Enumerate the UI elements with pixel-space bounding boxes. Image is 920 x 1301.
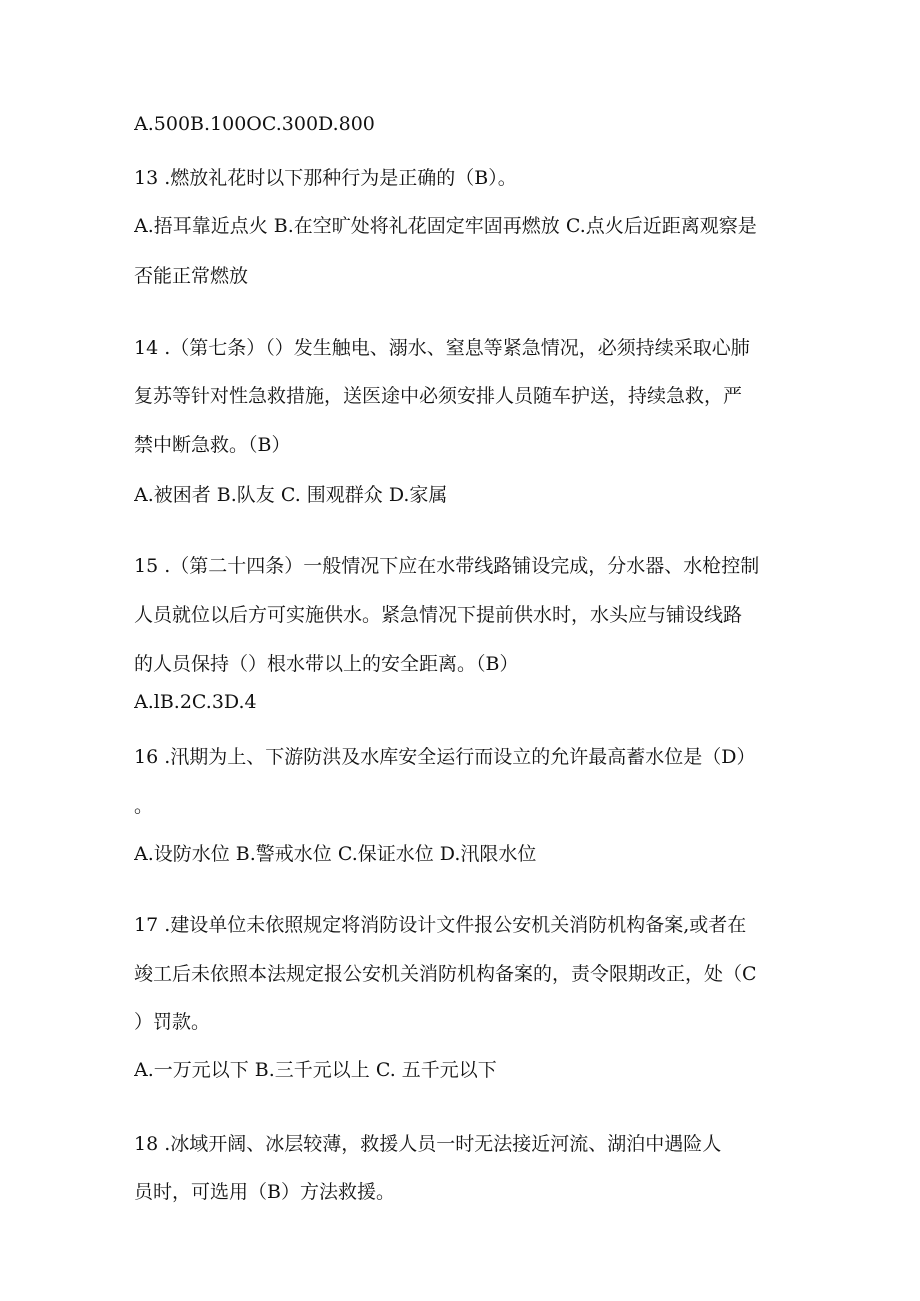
q16-question-line2: 。 (134, 795, 154, 817)
q18-question-line2: 员时，可选用（B）方法救援。 (134, 1181, 395, 1203)
q15-question-line2: 人员就位以后方可实施供水。紧急情况下提前供水时，水头应与铺设线路 (134, 604, 743, 626)
q15-question-line1: 15 .（第二十四条）一般情况下应在水带线路铺设完成，分水器、水枪控制 (134, 555, 760, 577)
q13-question: 13 .燃放礼花时以下那种行为是正确的（B）。 (134, 167, 517, 189)
q15-options: A.lB.2C.3D.4 (134, 691, 257, 713)
q14-question-line1: 14 .（第七条）（）发生触电、溺水、窒息等紧急情况，必须持续采取心肺 (134, 337, 750, 359)
q17-options: A.一万元以下 B.三千元以上 C. 五千元以下 (134, 1059, 497, 1081)
q16-question-line1: 16 .汛期为上、下游防洪及水库安全运行而设立的允许最高蓄水位是（D） (134, 746, 756, 768)
q14-question-line3: 禁中断急救。（B） (134, 434, 291, 456)
q18-question-line1: 18 .冰域开阔、冰层较薄，救援人员一时无法接近河流、湖泊中遇险人 (134, 1133, 722, 1155)
q17-question-line1: 17 .建设单位未依照规定将消防设计文件报公安机关消防机构备案,或者在 (134, 914, 747, 936)
q13-options-line2: 否能正常燃放 (134, 265, 249, 287)
q14-question-line2: 复苏等针对性急救措施，送医途中必须安排人员随车护送，持续急救，严 (134, 385, 743, 407)
q17-question-line3: ）罚款。 (134, 1011, 211, 1033)
q17-question-line2: 竣工后未依照本法规定报公安机关消防机构备案的，责令限期改正，处（C (134, 963, 757, 985)
q16-options: A.设防水位 B.警戒水位 C.保证水位 D.汛限水位 (134, 843, 537, 865)
q12-options: A.500B.100OC.300D.800 (134, 113, 375, 135)
q13-options-line1: A.捂耳靠近点火 B.在空旷处将礼花固定牢固再燃放 C.点火后近距离观察是 (134, 215, 757, 237)
q15-question-line3: 的人员保持（）根水带以上的安全距离。（B） (134, 653, 519, 675)
q14-options: A.被困者 B.队友 C. 围观群众 D.家属 (134, 484, 448, 506)
